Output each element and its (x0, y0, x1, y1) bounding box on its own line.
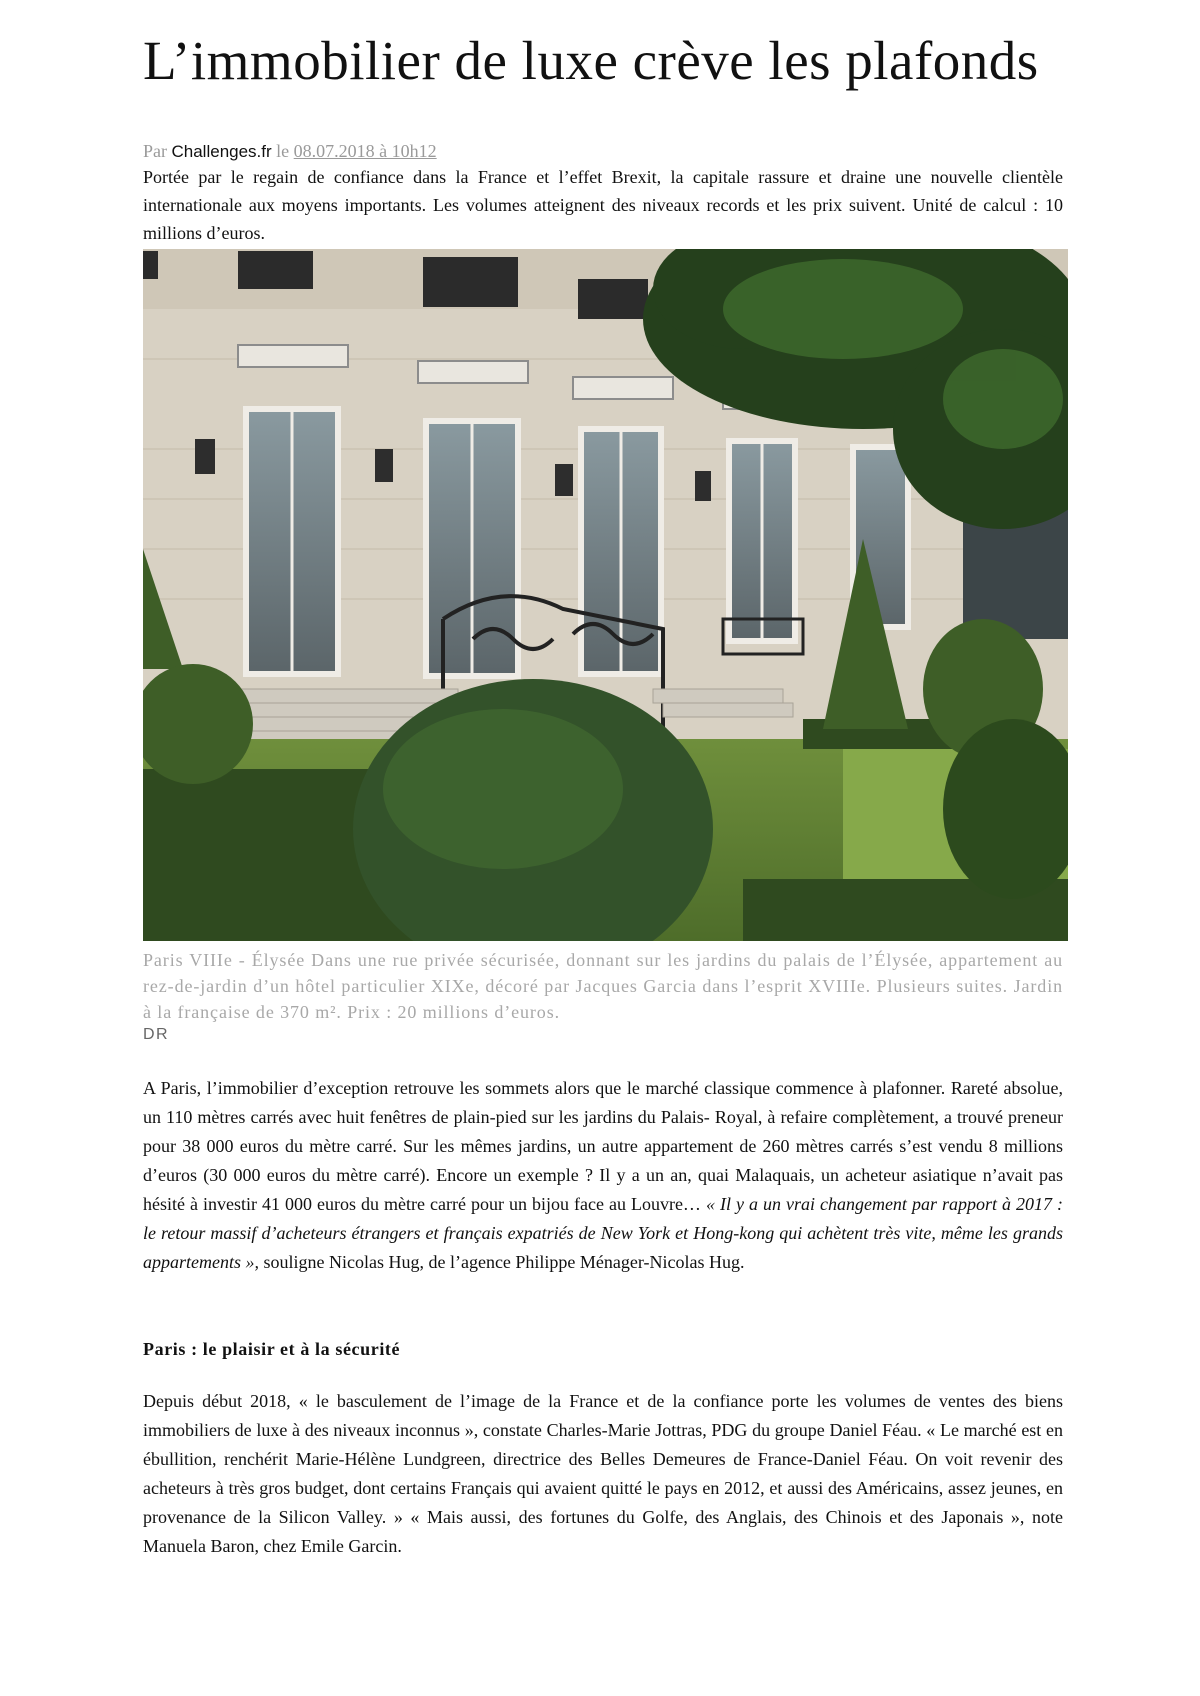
byline-mid: le (271, 141, 294, 161)
article-photo (143, 249, 1068, 941)
byline (143, 140, 1063, 163)
byline-source[interactable]: Challenges.fr (171, 142, 272, 161)
byline-prefix: Par (143, 141, 172, 161)
article-lede: Portée par le regain de confiance dans la France et l’effet Brexit, la capitale rassure et draine une nouvelle clientèle internationale aux moyens importants. Les volumes atteignent des niveaux records et les prix suivent. Unité de calcul : 10 millions d’euros. (143, 167, 1063, 243)
paragraph-1-quote: « Il y a un vrai changement par rapport à 2017 : le retour massif d’acheteurs étrangers et français expatriés de New York et Hong-kong qui achètent très vite, même les grands appartements », (143, 1194, 1063, 1272)
photo-credit: DR (143, 1026, 170, 1043)
article-paragraph-1 (143, 1074, 1063, 1277)
section-heading: Paris : le plaisir et à la sécurité (143, 1339, 401, 1359)
paragraph-1-tail: souligne Nicolas Hug, de l’agence Philippe Ménager-Nicolas Hug. (259, 1252, 745, 1272)
article-title: L’immobilier de luxe crève les plafonds (143, 30, 1039, 91)
article-paragraph-2: Depuis début 2018, « le basculement de l’image de la France et de la confiance porte les volumes de ventes des biens immobiliers de luxe à des niveaux inconnus », constate Charles-Marie Jottras, PDG du groupe Daniel Féau. « Le marché est en ébullition, renchérit Marie-Hélène Lundgreen, directrice des Belles Demeures de France-Daniel Féau. On voit revenir des acheteurs à très gros budget, dont certains Français qui avaient quitté le pays en 2012, et aussi des Américains, assez jeunes, en provenance de la Silicon Valley. » « Mais aussi, des fortunes du Golfe, des Anglais, des Chinois et des Japonais », note Manuela Baron, chez Emile Garcin. (143, 1391, 1063, 1556)
photo-caption: Paris VIIIe - Élysée Dans une rue privée sécurisée, donnant sur les jardins du palais de l’Élysée, appartement au rez-de-jardin d’un hôtel particulier XIXe, décoré par Jacques Garcia dans l’esprit XVIIIe. Plusieurs suites. Jardin à la française de 370 m². Prix : 20 millions d’euros. (143, 950, 1063, 1022)
article (143, 28, 1063, 1561)
byline-date[interactable]: 08.07.2018 à 10h12 (293, 141, 437, 161)
paragraph-1-text: A Paris, l’immobilier d’exception retrouve les sommets alors que le marché classique commence à plafonner. Rareté absolue, un 110 mètres carrés avec huit fenêtres de plain-pied sur les jardins du Palais- Royal, à refaire complètement, a trouvé preneur pour 38 000 euros du mètre carré. Sur les mêmes jardins, un autre appartement de 260 mètres carrés s’est vendu 8 millions d’euros (30 000 euros du mètre carré). Encore un exemple ? Il y a un an, quai Malaquais, un acheteur asiatique n’avait pas hésité à investir 41 000 euros du mètre carré pour un bijou face au Louvre… (143, 1078, 1063, 1214)
